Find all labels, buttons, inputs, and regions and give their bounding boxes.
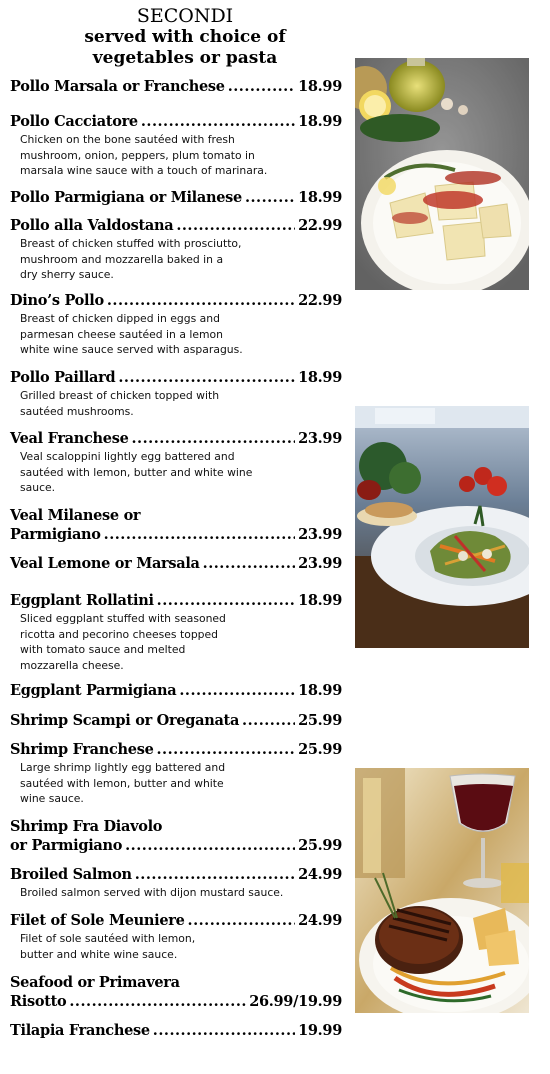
item-name: Broiled Salmon (10, 866, 132, 883)
item-name-line1: Veal Milanese or (10, 507, 141, 524)
menu-item (10, 188, 342, 207)
description-line: sautéed with lemon, butter and white (20, 776, 224, 790)
item-price: 18.99 (298, 78, 342, 95)
item-price: 18.99 (298, 189, 342, 206)
item-price: 25.99 (298, 741, 342, 758)
description-line: wine sauce. (20, 792, 84, 805)
item-name: Eggplant Parmigiana (10, 682, 177, 699)
leader-dots (157, 740, 296, 759)
item-name: Eggplant Rollatini (10, 592, 154, 609)
leader-dots (69, 992, 246, 1011)
description-line: mozzarella cheese. (20, 658, 124, 672)
leader-dots (228, 77, 295, 96)
section-subtitle-line1: served with choice of (84, 27, 286, 47)
item-name: Tilapia Franchese (10, 1022, 150, 1039)
menu-item (10, 911, 342, 962)
description-line: Chicken on the bone sautéed with fresh (20, 133, 235, 146)
item-name: Pollo Paillard (10, 369, 116, 386)
item-name: Pollo Parmigiana or Milanese (10, 189, 242, 206)
item-name: Veal Lemone or Marsala (10, 555, 200, 572)
menu-header (40, 6, 330, 69)
leader-dots (153, 1021, 295, 1040)
item-price: 23.99 (298, 526, 342, 543)
description-line: sautéed with lemon, butter and white wine (20, 465, 253, 479)
item-name: Veal Franchese (10, 430, 129, 447)
description-line: parmesan cheese sautéed in a lemon (20, 327, 223, 341)
description-line: Veal scaloppini lightly egg battered and (20, 450, 235, 463)
item-description (10, 449, 312, 496)
leader-dots (245, 188, 295, 207)
leader-dots (179, 681, 295, 700)
menu-item (10, 77, 342, 96)
description-line: sautéed mushrooms. (20, 404, 134, 418)
menu-item (10, 865, 342, 901)
menu-item (10, 591, 342, 673)
item-price: 23.99 (298, 555, 342, 572)
leader-dots (135, 865, 295, 884)
section-title: SECONDI (136, 5, 234, 27)
item-price: 25.99 (298, 837, 342, 854)
menu-item (10, 291, 342, 358)
item-description (10, 236, 312, 283)
item-name: Parmigiano (10, 526, 101, 543)
description-line: Filet of sole sautéed with lemon, (20, 932, 196, 945)
leader-dots (125, 836, 295, 855)
item-name: or Parmigiano (10, 837, 123, 854)
item-description (10, 388, 312, 419)
leader-dots (107, 291, 295, 310)
description-line: ricotta and pecorino cheeses topped (20, 627, 219, 641)
leader-dots (176, 216, 295, 235)
item-price: 22.99 (298, 217, 342, 234)
item-name: Risotto (10, 993, 67, 1010)
leader-dots (141, 112, 295, 131)
description-line: Breast of chicken stuffed with prosciutto, (20, 237, 242, 250)
item-price: 22.99 (298, 292, 342, 309)
description-line: mushroom, onion, peppers, plum tomato in (20, 148, 255, 162)
leader-dots (104, 525, 295, 544)
leader-dots (203, 554, 295, 573)
item-price: 24.99 (298, 866, 342, 883)
menu-item (10, 554, 342, 573)
description-line: dry sherry sauce. (20, 268, 114, 281)
item-description (10, 132, 312, 179)
description-line: Large shrimp lightly egg battered and (20, 761, 226, 774)
description-line: Grilled breast of chicken topped with (20, 389, 220, 402)
item-name: Filet of Sole Meuniere (10, 912, 185, 929)
description-line: Breast of chicken dipped in eggs and (20, 312, 220, 325)
item-name: Shrimp Scampi or Oreganata (10, 712, 240, 729)
item-name: Dino’s Pollo (10, 292, 104, 309)
item-name-line1: Shrimp Fra Diavolo (10, 818, 163, 835)
description-line: Sliced eggplant stuffed with seasoned (20, 612, 226, 625)
item-price: 25.99 (298, 712, 342, 729)
leader-dots (118, 368, 295, 387)
menu-item (10, 216, 342, 283)
section-subtitle-line2: vegetables or pasta (92, 48, 278, 68)
menu-item (10, 681, 342, 700)
menu-item (10, 506, 342, 544)
leader-dots (132, 429, 296, 448)
item-description (10, 311, 312, 358)
description-line: with tomato sauce and melted (20, 643, 186, 656)
menu-item (10, 1021, 342, 1040)
item-description (10, 885, 340, 901)
item-description (10, 931, 312, 962)
menu-item (10, 368, 342, 419)
leader-dots (188, 911, 296, 930)
leader-dots (242, 711, 295, 730)
description-line: white wine sauce served with asparagus. (20, 343, 243, 356)
item-name: Pollo Marsala or Franchese (10, 78, 225, 95)
menu-item (10, 740, 342, 807)
item-description (10, 760, 312, 807)
description-line: sauce. (20, 481, 56, 494)
menu-item (10, 973, 342, 1011)
description-line: Broiled salmon served with dijon mustard sauce. (20, 886, 284, 899)
description-line: mushroom and mozzarella baked in a (20, 252, 224, 266)
menu-item (10, 112, 342, 179)
menu-item (10, 429, 342, 496)
item-price: 19.99 (298, 1022, 342, 1039)
item-price: 18.99 (298, 369, 342, 386)
item-price: 18.99 (298, 592, 342, 609)
ravioli-plate-photo (355, 58, 529, 290)
item-price: 24.99 (298, 912, 342, 929)
item-description (10, 611, 312, 673)
item-name: Pollo alla Valdostana (10, 217, 174, 234)
leader-dots (157, 591, 295, 610)
item-price: 26.99/19.99 (249, 993, 342, 1010)
description-line: marsala wine sauce with a touch of marinara. (20, 164, 268, 177)
menu-item (10, 817, 342, 855)
item-name: Shrimp Franchese (10, 741, 154, 758)
steak-wine-photo (355, 768, 529, 1013)
item-price: 18.99 (298, 682, 342, 699)
item-price: 23.99 (298, 430, 342, 447)
description-line: butter and white wine sauce. (20, 947, 178, 961)
item-name: Pollo Cacciatore (10, 113, 138, 130)
item-name-line1: Seafood or Primavera (10, 974, 180, 991)
menu-item (10, 711, 342, 730)
pasta-salad-photo (355, 406, 529, 648)
item-price: 18.99 (298, 113, 342, 130)
